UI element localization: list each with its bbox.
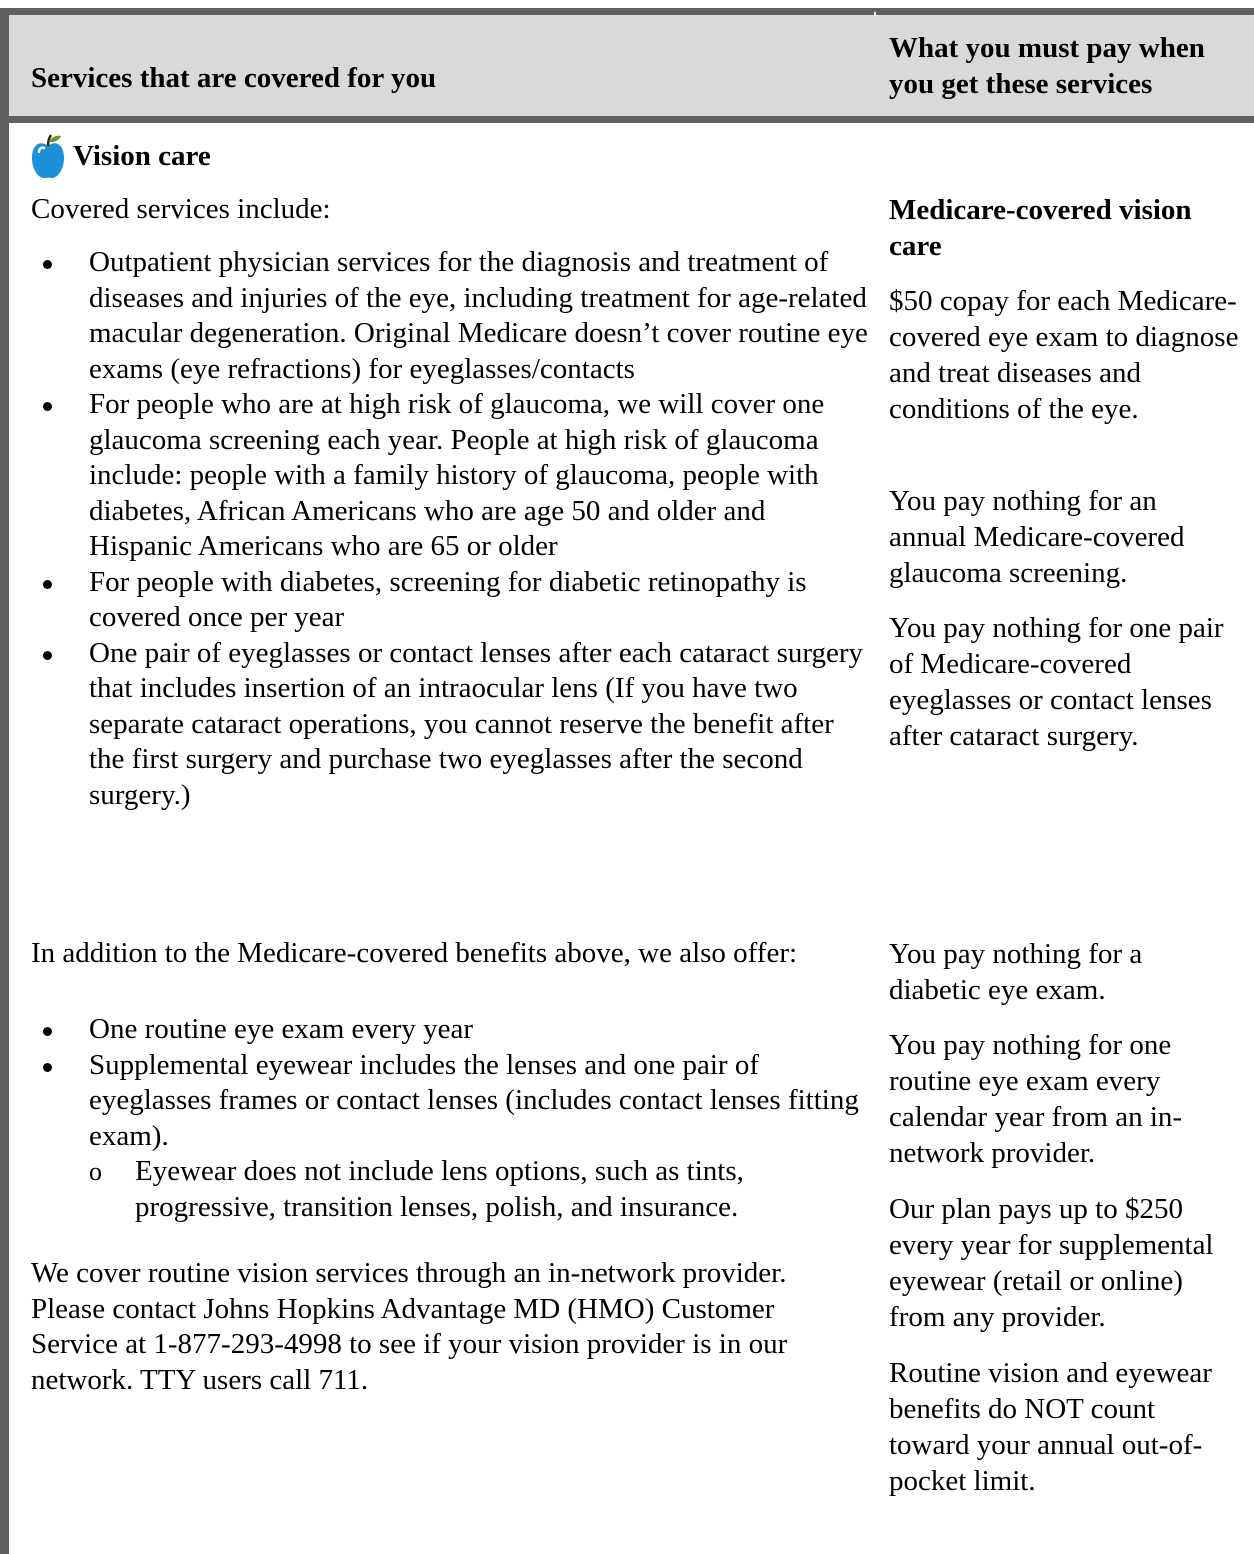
contact-note: We cover routine vision services through an in-network provider. Please contact Johns Hopkins Advantage MD (HMO) Customer Service at 1-877-293-4998 to see if your vision provider is in our network. TTY users call 711. xyxy=(31,1257,788,1396)
apple-icon xyxy=(31,132,65,180)
section-title: Vision care xyxy=(31,130,211,182)
payment-text: Our plan pays up to $250 every year for supplemental eyewear (retail or online) from any provider. xyxy=(889,1193,1214,1333)
list-item: One routine eye exam every year xyxy=(31,1012,871,1048)
payment-text: $50 copay for each Medicare-covered eye exam to diagnose and treat diseases and conditions of the eye. xyxy=(889,285,1239,425)
payment-text: You pay nothing for one pair of Medicare-covered eyeglasses or contact lenses after cataract surgery. xyxy=(889,612,1224,752)
additional-intro: In addition to the Medicare-covered benefits above, we also offer: xyxy=(31,937,798,969)
left-border xyxy=(0,8,9,1554)
payment-text: You pay nothing for a diabetic eye exam. xyxy=(889,938,1143,1006)
additional-benefits-list xyxy=(31,1012,871,1225)
medicare-vision-heading: Medicare-covered vision care xyxy=(889,194,1192,262)
header-divider xyxy=(9,116,1254,123)
list-item: For people who are at high risk of glaucoma, we will cover one glaucoma screening each year. People at high risk of glaucoma include: people with a family history of glaucoma, people with diabetes, African Americans who are age 50 and older and Hispanic Americans who are 65 or older xyxy=(31,387,871,565)
top-border xyxy=(0,8,1254,15)
covered-services-list xyxy=(31,245,871,813)
payment-text: You pay nothing for one routine eye exam every calendar year from an in-network provider. xyxy=(889,1029,1183,1169)
list-item: Outpatient physician services for the diagnosis and treatment of diseases and injuries of the eye, including treatment for age-related macular degeneration. Original Medicare doesn’t cover routine eye exams (eye refractions) for eyeglasses/contacts xyxy=(31,245,871,387)
list-item: For people with diabetes, screening for diabetic retinopathy is covered once per year xyxy=(31,565,871,636)
column-divider-notch xyxy=(874,12,876,16)
services-column-header: Services that are covered for you xyxy=(31,62,437,94)
payment-text: Routine vision and eyewear benefits do NOT count toward your annual out-of-pocket limit. xyxy=(889,1357,1212,1497)
list-item: Supplemental eyewear includes the lenses and one pair of eyeglasses frames or contact lenses (includes contact lenses fitting exam). xyxy=(31,1048,871,1155)
list-item: One pair of eyeglasses or contact lenses after each cataract surgery that includes insertion of an intraocular lens (If you have two separate cataract operations, you cannot reserve the benefit after the first surgery and purchase two eyeglasses after the second surgery.) xyxy=(31,636,871,814)
covered-intro: Covered services include: xyxy=(31,193,331,225)
payment-text: You pay nothing for an annual Medicare-covered glaucoma screening. xyxy=(889,485,1185,589)
payment-column-header: What you must pay when you get these services xyxy=(889,32,1205,100)
sub-list-item: o Eyewear does not include lens options, such as tints, progressive, transition lenses, polish, and insurance. xyxy=(31,1154,871,1225)
